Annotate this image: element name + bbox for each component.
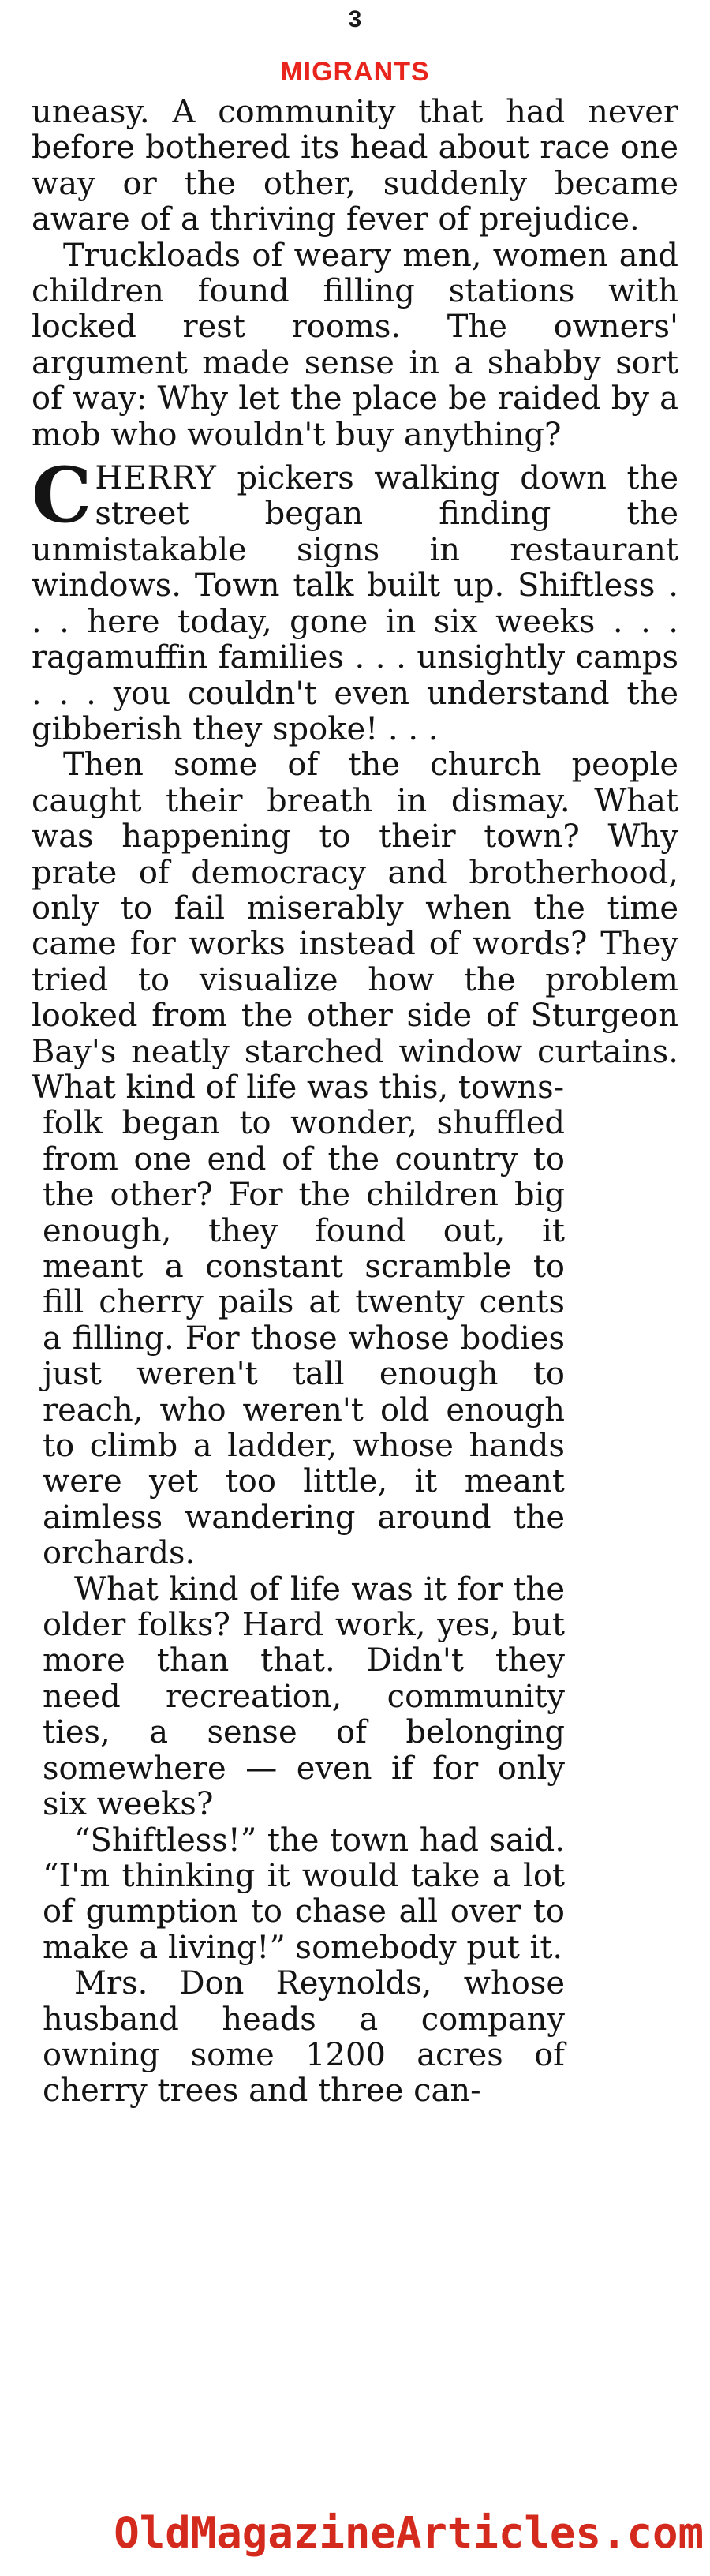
- page-number: 3: [348, 6, 362, 32]
- narrow-column: [43, 1106, 565, 2109]
- paragraph-continued: folk began to wonder, shuffled from one end of the country to the other? For the children big enough, they found out, it meant a constant scramble to fill cherry pails at twenty cents a filling. For those whose bodies just weren't tall enough to reach, who weren't old enough to climb a ladder, whose hands were yet too little, it meant aimless wandering around the orchards.: [43, 1105, 565, 1572]
- paragraph: uneasy. A community that had never before bothered its head about race one way or the other, suddenly became aware of a thriving fever of prejudice.: [32, 94, 678, 238]
- site-watermark: OldMagazineArticles.com: [114, 2508, 704, 2558]
- paragraph: Then some of the church people caught their breath in dismay. What was happening to their town? Why prate of democracy and brotherhood, only to fail miserably when the time came for works instead of words? They tried to visualize how the problem looked from the other side of Sturgeon Bay's neatly starched window curtains. What kind of life was this, towns-: [32, 747, 678, 1106]
- paragraph-dropcap: [32, 451, 678, 747]
- paragraph-text: pickers walking down the street began finding the unmistakable signs in restaurant windows. Town talk built up. Shiftless . . . here today, gone in six weeks . . . ragamuffin families . . . unsightly camps . . . you couldn't even understand the gibberish they spoke! . . .: [32, 460, 678, 747]
- paragraph: Mrs. Don Reynolds, whose husband heads a company owning some 1200 acres of cherry trees and three can-: [43, 1965, 565, 2110]
- drop-cap: C: [32, 451, 92, 541]
- small-caps-lead: HERRY: [95, 460, 217, 497]
- paragraph: “Shiftless!” the town had said. “I'm thinking it would take a lot of gumption to chase all over to make a living!” somebody put it.: [43, 1822, 565, 1966]
- paragraph: What kind of life was it for the older folks? Hard work, yes, but more than that. Didn't they need recreation, community ties, a sense of belonging somewhere — even if for only six weeks?: [43, 1571, 565, 1823]
- section-header: MIGRANTS: [280, 57, 430, 87]
- paragraph: Truckloads of weary men, women and children found filling stations with locked rest rooms. The owners' argument made sense in a shabby sort of way: Why let the place be raided by a mob who wouldn't buy anything?: [32, 237, 678, 453]
- article-body: [32, 95, 678, 2110]
